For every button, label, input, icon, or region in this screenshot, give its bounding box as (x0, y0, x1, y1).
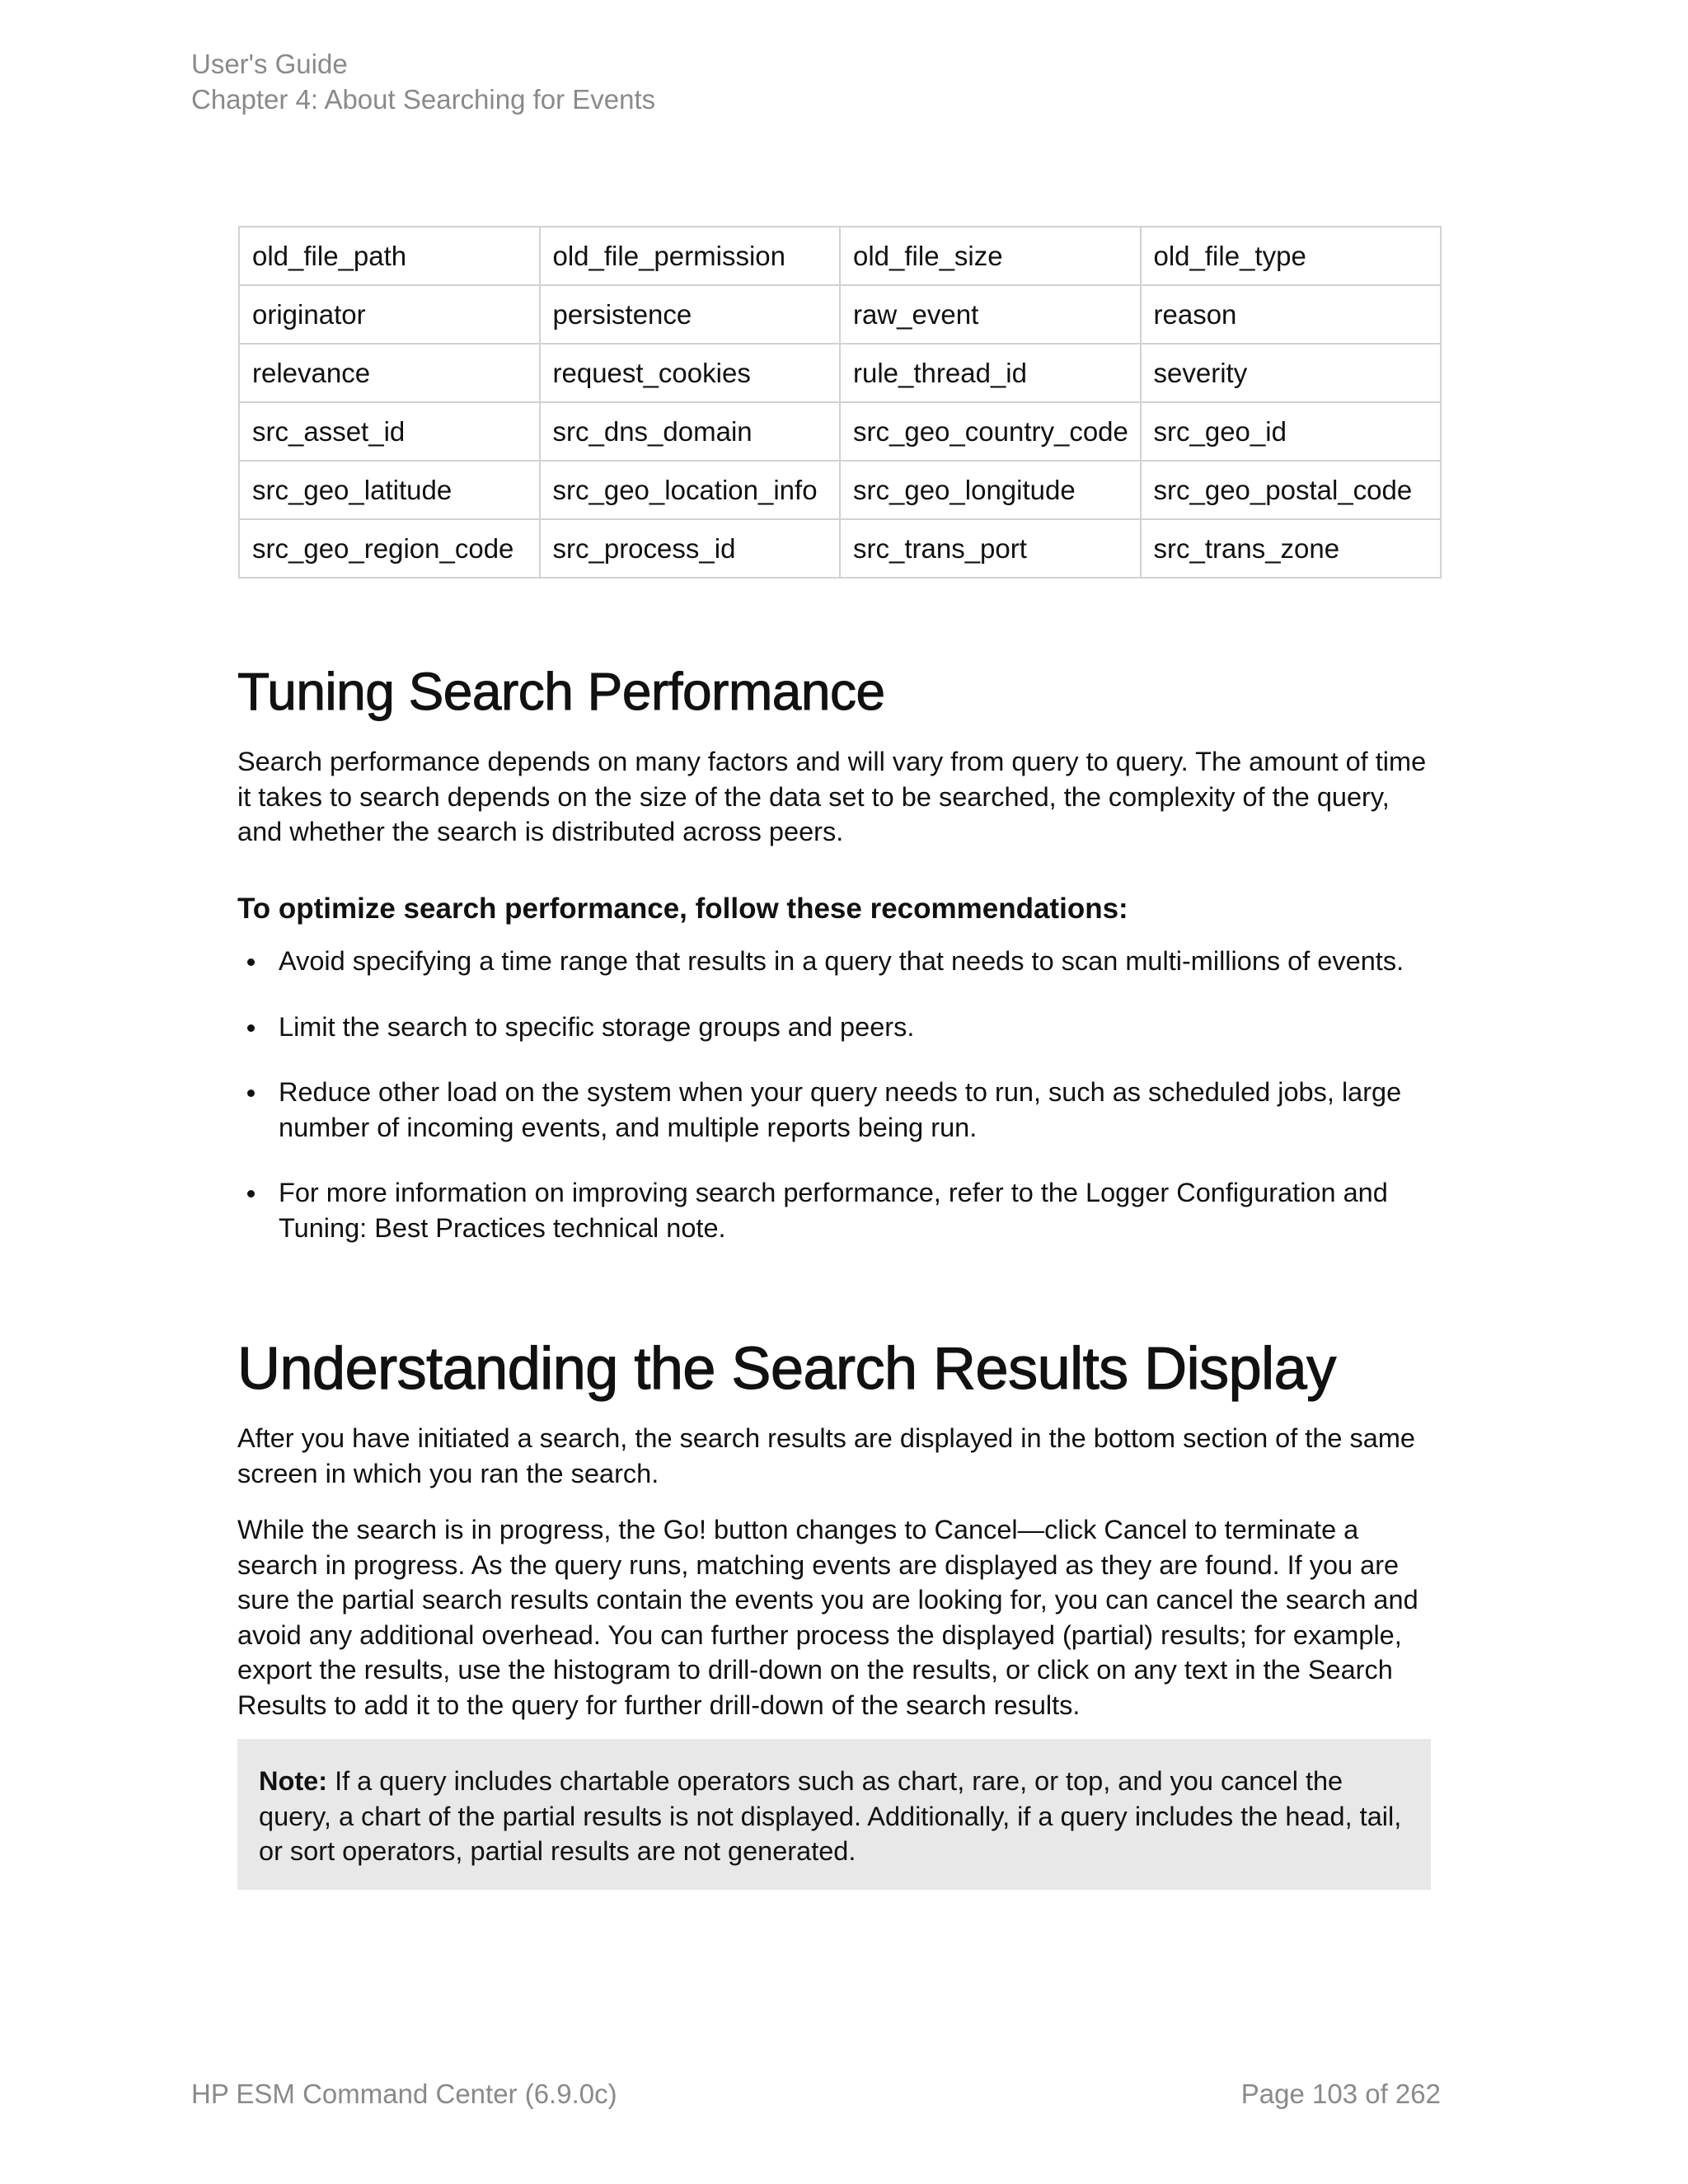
table-cell: relevance (239, 344, 540, 402)
guide-title: User's Guide (191, 49, 348, 79)
table-cell: src_asset_id (239, 402, 540, 461)
recommendations-subhead: To optimize search performance, follow these recommendations: (237, 893, 1128, 925)
recommendations-list (237, 944, 1441, 1276)
table-cell: old_file_size (840, 227, 1141, 285)
results-display-para1-block (237, 1421, 1441, 1491)
table-cell: rule_thread_id (840, 344, 1141, 402)
table-row (239, 402, 1441, 461)
table-cell: src_trans_zone (1141, 519, 1442, 578)
results-display-para2-block (237, 1512, 1441, 1722)
table-cell: severity (1141, 344, 1442, 402)
list-item (237, 944, 1441, 979)
table-cell: old_file_path (239, 227, 540, 285)
table-row (239, 227, 1441, 285)
table-row (239, 519, 1441, 578)
table-cell: raw_event (840, 285, 1141, 344)
note-label: Note: (259, 1766, 328, 1796)
table-cell: src_geo_country_code (840, 402, 1141, 461)
list-item-text: For more information on improving search performance, refer to the Logger Configuration and Tuning: Best Practices technical note. (279, 1178, 1388, 1243)
table-cell: src_geo_id (1141, 402, 1442, 461)
table-cell: persistence (540, 285, 841, 344)
results-display-heading: Understanding the Search Results Display (237, 1336, 1336, 1402)
table-cell: src_geo_region_code (239, 519, 540, 578)
list-item (237, 1010, 1441, 1045)
table-row (239, 344, 1441, 402)
table-cell: src_process_id (540, 519, 841, 578)
list-item-text: Limit the search to specific storage groups and peers. (279, 1011, 915, 1042)
table-cell: src_dns_domain (540, 402, 841, 461)
table-cell: request_cookies (540, 344, 841, 402)
table-cell: src_geo_postal_code (1141, 461, 1442, 519)
tuning-intro-block (237, 744, 1441, 850)
table-cell: src_geo_location_info (540, 461, 841, 519)
footer-product: HP ESM Command Center (6.9.0c) (191, 2079, 617, 2109)
footer-page-number: Page 103 of 262 (1240, 2079, 1441, 2109)
bullet-icon (247, 1190, 255, 1197)
list-item (237, 1175, 1441, 1245)
bullet-icon (247, 958, 255, 966)
running-header (191, 46, 655, 117)
list-item-text: Reduce other load on the system when your query needs to run, such as scheduled jobs, large number of incoming events, and multiple reports being run. (279, 1077, 1402, 1142)
table-row (239, 461, 1441, 519)
table-row (239, 285, 1441, 344)
table-cell: old_file_permission (540, 227, 841, 285)
note-text: If a query includes chartable operators such as chart, rare, or top, and you cancel the query, a chart of the partial results is not displayed. Additionally, if a query includes the head, tail, or sort operators, partial results are not generated. (259, 1766, 1402, 1866)
note-box (237, 1739, 1431, 1890)
table-cell: src_geo_longitude (840, 461, 1141, 519)
list-item-text: Avoid specifying a time range that results in a query that needs to scan multi-millions of events. (279, 946, 1404, 976)
tuning-heading: Tuning Search Performance (237, 662, 885, 721)
chapter-title: Chapter 4: About Searching for Events (191, 84, 656, 115)
bullet-icon (247, 1024, 255, 1032)
table-cell: src_geo_latitude (239, 461, 540, 519)
list-item (237, 1075, 1441, 1145)
table-cell: reason (1141, 285, 1442, 344)
table-cell: src_trans_port (840, 519, 1141, 578)
results-display-para1: After you have initiated a search, the search results are displayed in the bottom section of the same screen in which you ran the search. (237, 1423, 1415, 1488)
results-display-para2: While the search is in progress, the Go! button changes to Cancel—click Cancel to terminate a search in progress. As the query runs, matching events are displayed as they are found. If you are sure the partial search results contain the events you are looking for, you can cancel the search and avoid any additional overhead. You can further process the displayed (partial) results; for example, export the results, use the histogram to drill-down on the results, or click on any text in the Search Results to add it to the query for further drill-down of the search results. (237, 1515, 1418, 1720)
fields-table (238, 226, 1442, 579)
table-cell: originator (239, 285, 540, 344)
tuning-intro: Search performance depends on many factors and will vary from query to query. The amount of time it takes to search depends on the size of the data set to be searched, the complexity of the query, and whether the search is distributed across peers. (237, 747, 1427, 846)
bullet-icon (247, 1090, 255, 1097)
table-cell: old_file_type (1141, 227, 1442, 285)
